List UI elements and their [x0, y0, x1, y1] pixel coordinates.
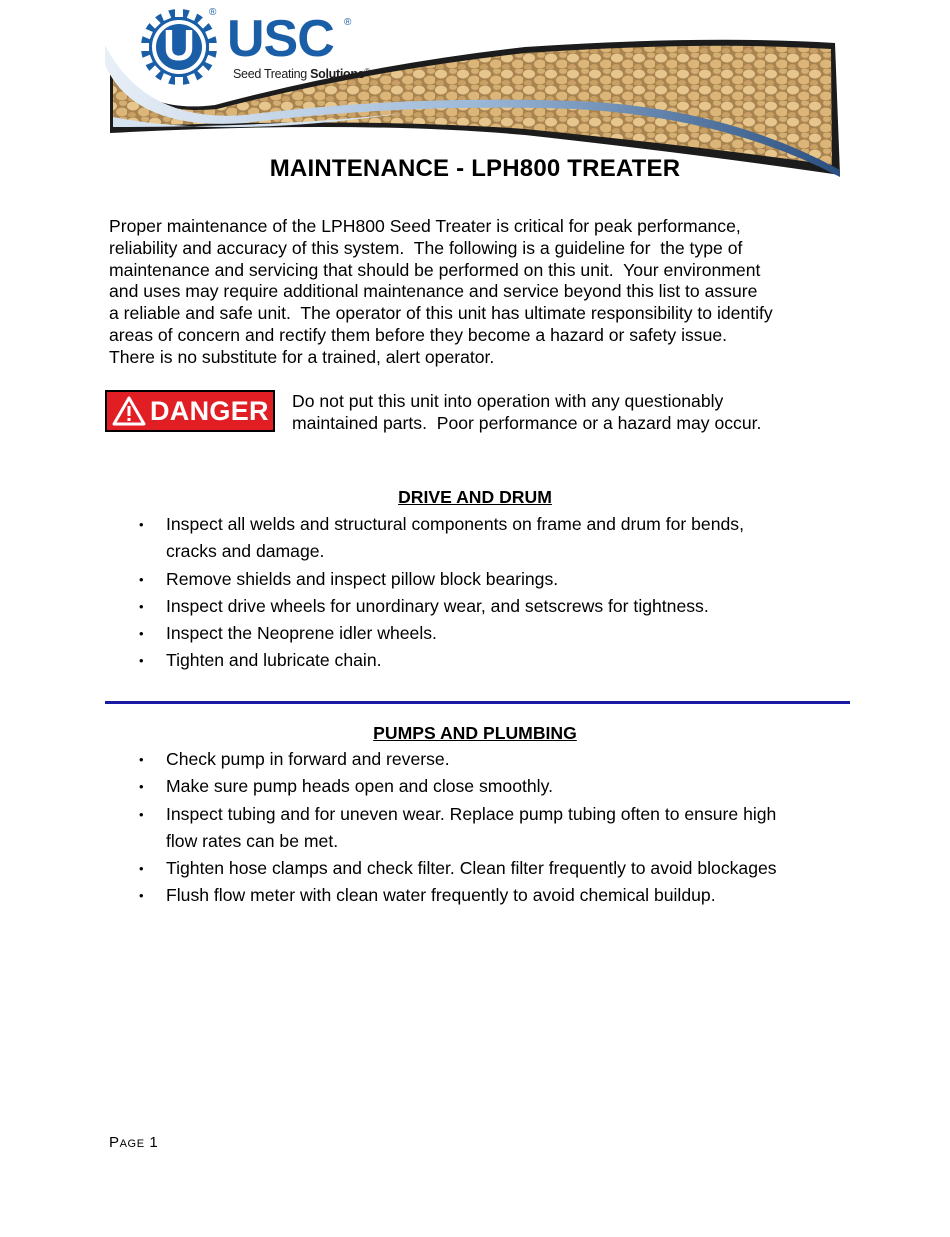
pumps-and-plumbing-list: [0, 746, 856, 910]
tagline-registered: ®: [364, 67, 370, 76]
bullet: •: [139, 888, 144, 904]
intro-line: maintenance and servicing that should be performed on this unit. Your environment: [109, 259, 761, 280]
list-item: [0, 593, 856, 620]
drive-and-drum-list: [0, 511, 856, 675]
list-item: [0, 647, 856, 674]
bullet: •: [139, 517, 144, 532]
list-item-text: Inspect tubing and for uneven wear. Replace pump tubing often to ensure high: [166, 803, 777, 824]
list-item: [0, 511, 856, 566]
section-divider: [105, 701, 850, 704]
bullet: •: [139, 861, 144, 877]
danger-message: [292, 391, 852, 435]
list-item-text: Remove shields and inspect pillow block bearings.: [166, 568, 559, 589]
section-heading-drive-and-drum: DRIVE AND DRUM: [398, 487, 552, 507]
danger-line: Do not put this unit into operation with any questionably: [292, 391, 724, 411]
list-item-text: Inspect all welds and structural components on frame and drum for bends,: [166, 514, 744, 534]
header-banner: [105, 5, 845, 180]
page-title: MAINTENANCE - LPH800 TREATER: [269, 155, 681, 182]
intro-line: areas of concern and rectify them before they become a hazard or safety issue.: [109, 324, 728, 345]
bullet: •: [139, 598, 144, 614]
logo-letter: U: [163, 21, 195, 70]
list-item: [0, 566, 856, 593]
list-item: [0, 620, 856, 647]
list-item: [0, 773, 856, 800]
list-item-text: Tighten and lubricate chain.: [166, 650, 382, 671]
bullet: •: [139, 752, 144, 767]
list-item: [0, 882, 856, 909]
bullet: •: [139, 653, 144, 669]
intro-paragraph: [109, 216, 849, 369]
tagline-regular: Seed Treating: [233, 67, 311, 81]
list-item: [0, 746, 856, 773]
section-heading-pumps-and-plumbing: PUMPS AND PLUMBING: [373, 723, 577, 743]
bullet: •: [139, 806, 144, 822]
tagline-bold: Solutions: [310, 67, 365, 81]
page-number: Page 1: [109, 1134, 159, 1151]
intro-line: reliability and accuracy of this system. The following is a guideline for the type of: [109, 237, 743, 258]
bullet: •: [139, 779, 144, 795]
list-item-text: flow rates can be met.: [166, 830, 339, 851]
logo-wordmark: USC: [227, 10, 334, 68]
intro-line: There is no substitute for a trained, alert operator.: [109, 346, 495, 367]
logo-tagline: [233, 67, 370, 81]
list-item-text: Flush flow meter with clean water frequently to avoid chemical buildup.: [166, 885, 716, 906]
list-item-text: cracks and damage.: [166, 541, 325, 562]
intro-line: a reliable and safe unit. The operator of this unit has ultimate responsibility to identify: [109, 303, 773, 324]
intro-line: Proper maintenance of the LPH800 Seed Treater is critical for peak performance,: [109, 216, 741, 236]
danger-badge: [105, 390, 275, 432]
list-item-text: Make sure pump heads open and close smoothly.: [166, 776, 553, 797]
usc-logo: [139, 5, 379, 95]
list-item-text: Inspect the Neoprene idler wheels.: [166, 623, 437, 644]
bullet: •: [139, 571, 144, 587]
logo-registered-mark-2: ®: [344, 17, 352, 28]
danger-line: maintained parts. Poor performance or a hazard may occur.: [292, 412, 762, 433]
list-item-text: Inspect drive wheels for unordinary wear, and setscrews for tightness.: [166, 595, 709, 616]
list-item: [0, 801, 856, 856]
danger-label: DANGER: [150, 395, 269, 426]
logo-registered-mark: ®: [209, 7, 217, 18]
bullet: •: [139, 626, 144, 642]
list-item-text: Tighten hose clamps and check filter. Clean filter frequently to avoid blockages: [166, 858, 777, 879]
warning-triangle-icon: [112, 396, 146, 426]
list-item: [0, 855, 856, 882]
intro-line: and uses may require additional maintenance and service beyond this list to assure: [109, 281, 758, 302]
list-item-text: Check pump in forward and reverse.: [166, 749, 450, 769]
